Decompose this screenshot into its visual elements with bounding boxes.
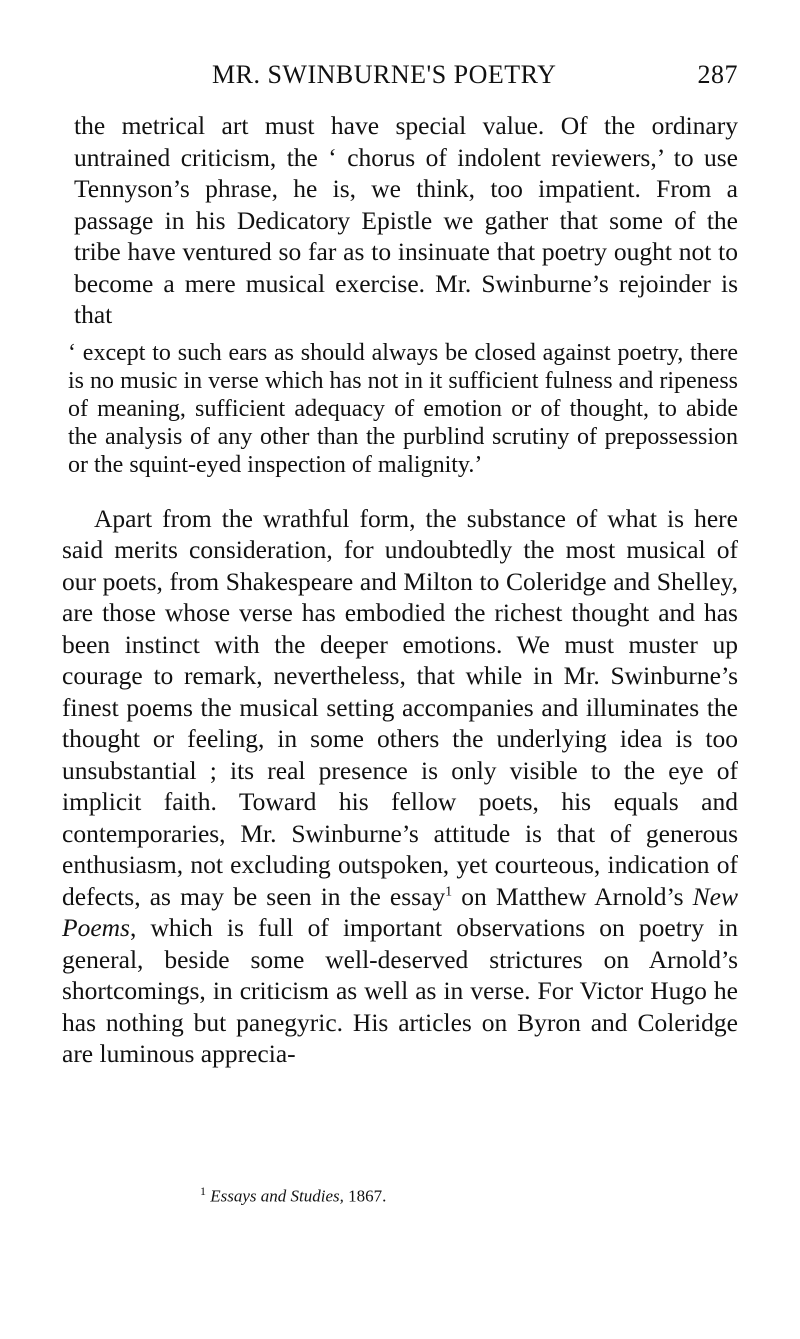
footnote: [200, 1184, 386, 1207]
paragraph-main: [62, 503, 738, 1070]
italic-book-title: New Poems: [62, 881, 738, 942]
footnote-title: Essays and Studies,: [210, 1186, 344, 1206]
running-head: [62, 54, 738, 94]
paragraph-text-mid: on Matthew Arnold’s: [452, 881, 693, 911]
footnote-reference: 1: [445, 884, 453, 899]
block-quote: ‘ except to such ears as should always be closed against poetry, there is no music in verse which has not in it sufficient fulness and ripeness of meaning, sufficient adequacy of emotion or of thought, to abide the analysis of any other than the purblind scrutiny of prepossession or the squint-eyed inspection of malignity.’: [68, 339, 738, 478]
page-number: 287: [697, 60, 738, 89]
book-page: [62, 54, 738, 1070]
running-title: MR. SWINBURNE'S POETRY: [212, 60, 557, 89]
paragraph-continued: the metrical art must have special value. Of the ordinary untrained criticism, the ‘ chorus of indolent reviewers,’ to use Tennyson’s phrase, he is, we think, too impatient. From a passage in his Dedicatory Epistle we gather that some of the tribe have ventured so far as to insinuate that poetry ought not to become a mere musical exercise. Mr. Swinburne’s rejoinder is that: [74, 111, 738, 329]
paragraph-text-before: Apart from the wrathful form, the substance of what is here said merits consideration, for undoubtedly the most musical of our poets, from Shakespeare and Milton to Coleridge and Shelley, are those whose verse has embodied the richest thought and has been instinct with the deeper emotions. We must muster up courage to remark, nevertheless, that while in Mr. Swinburne’s finest poems the musical setting accompanies and illuminates the thought or feeling, in some others the underlying idea is too unsubstantial ; its real presence is only visible to the eye of implicit faith. Toward his fellow poets, his equals and contemporaries, Mr. Swinburne’s attitude is that of generous enthusiasm, not excluding outspoken, yet courteous, indication of defects, as may be seen in the essay: [62, 503, 738, 911]
paragraph-text-after: , which is full of important observations on poetry in general, beside some well-deserved strictures on Arnold’s shortcomings, in criticism as well as in verse. For Victor Hugo he has nothing but panegyric. His articles on Byron and Coleridge are luminous apprecia-: [62, 913, 738, 1068]
footnote-number: 1: [200, 1184, 206, 1198]
footnote-year: 1867.: [348, 1186, 387, 1206]
